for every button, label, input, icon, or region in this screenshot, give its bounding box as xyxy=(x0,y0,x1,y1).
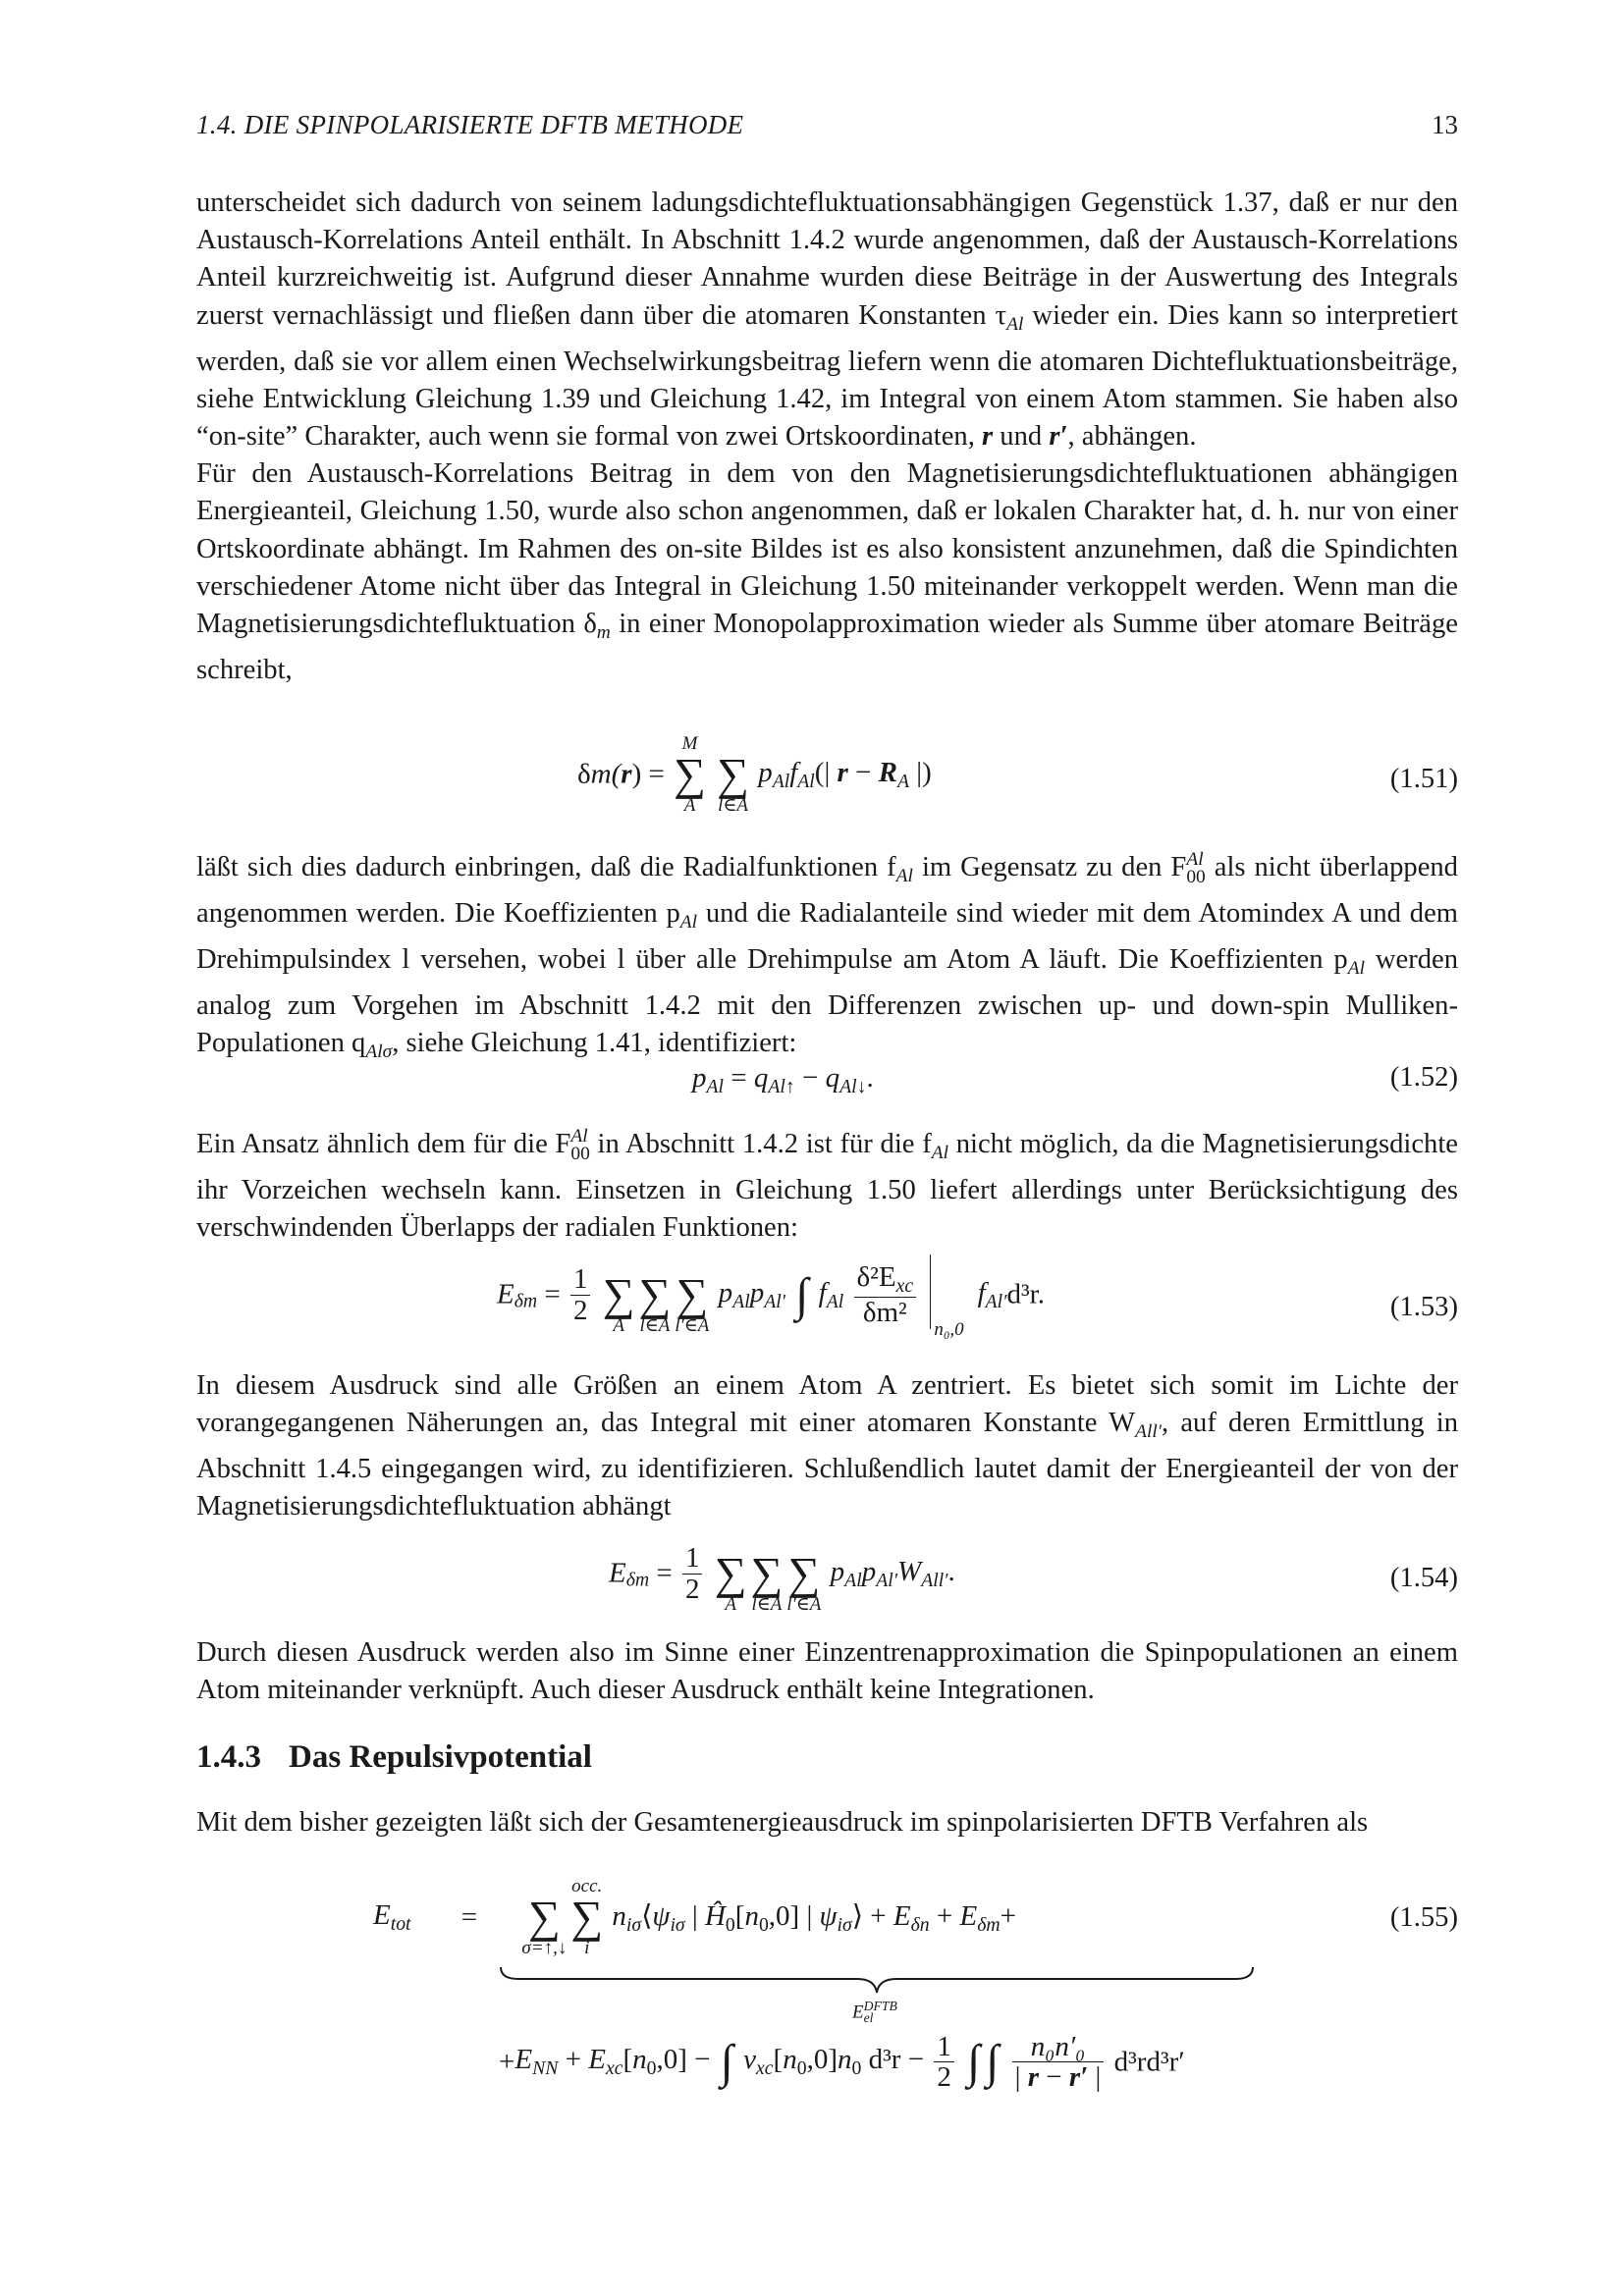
paragraph-4: Ein Ansatz ähnlich dem für die F Al 00 in Abschnitt 1.4.2 ist für die $f_{Al}$ nicht möglich, da die Magnetisierungsdichte ihr Vorzeichen wechseln kann. Einsetzen in Gleichung 1.50 liefert allerdings unter Berücksichtigung des verschwindenden Überlapps der radialen Funktionen: xyxy=(196,1126,1458,1244)
evaluation-bar: n₀,0 xyxy=(926,1255,931,1335)
running-title: 1.4. DIE SPINPOLARISIERTE DFTB METHODE xyxy=(196,110,744,139)
equation-number: (1.55) xyxy=(1389,1902,1458,1933)
equation-number: (1.53) xyxy=(1389,1292,1458,1322)
equation-1-52: $p_{Al} = q_{Al↑} - q_{Al↓}$. (1.52) xyxy=(692,1062,1458,1097)
equation-1-51: δm(r) = M ∑ A ∑ l∈A $p_{Al}f_{Al}(|$ $r - R_A$ |) (1.51) xyxy=(577,733,1458,816)
page-header xyxy=(196,110,1458,149)
paragraph-6: Durch diesen Ausdruck werden also im Sinne einer Einzentrenapproximation die Spinpopulationen an einem Atom miteinander verknüpft. Auch dieser Ausdruck enthält keine Integrationen. xyxy=(196,1637,1458,1706)
paragraph-1: unterscheidet sich dadurch von seinem ladungsdichtefluktuationsabhängigen Gegenstück 1.37, daß er nur den Austausch-Korrelations Anteil enthält. In Abschnitt 1.4.2 wurde angenommen, daß der Austausch-Korrelations Anteil kurzreichweitig ist. Aufgrund dieser Annahme wurden diese Beiträge in der Auswertung des Integrals zuerst vernachlässigt und fließen dann über die atomaren Konstanten $\tau_{Al}$ wieder ein. Dies kann so interpretiert werden, daß sie vor allem einen Wechselwirkungsbeitrag liefern wenn die atomaren Dichtefluktuationsbeiträge, siehe Entwicklung Gleichung 1.39 und Gleichung 1.42, im Integral von einem Atom stammen. Sie haben also “on-site” Charakter, auch wenn sie formal von zwei Ortskoordinaten, r und r′, abhängen. Für den Austausch-Korrelations Beitrag in dem von den Magnetisierungsdichtefluktuationen abhängigen Energieanteil, Gleichung 1.50, wurde also schon angenommen, daß er lokalen Charakter hat, d. h. nur von einer Ortskoordinate abhängt. Im Rahmen des on-site Bildes ist es also konsistent anzunehmen, daß die Spindichten verschiedener Atome nicht über das Integral in Gleichung 1.50 miteinander verkoppelt werden. Wenn man die Magnetisierungsdichtefluktuation $\delta_m$ in einer Monopolapproximation wieder als Summe über atomare Beiträge schreibt, xyxy=(196,187,1458,686)
paragraph-7: Mit dem bisher gezeigten läßt sich der Gesamtenergieausdruck im spinpolarisierten DFTB Verfahren als xyxy=(196,1807,1369,1838)
page-number: 13 xyxy=(1432,110,1458,139)
equation-1-55: $E_{tot}$ = ∑ σ=↑,↓ occ. ∑ i $n_{i\sigma}⟨\psi_{i\sigma}$ | $Ĥ_0[n_0,0]$ | $\psi_{i\sigma}⟩ + E_{\delta n} + E_{\delta m}+$ (1.55) E DFTB el $+E_{NN} + E_{xc}[n_0,0]$ − ∫ $v_{xc}[n_0,0]n_0$ d³r − $\frac{1}{2}$ ∫ ∫ $\frac{\text{n₀n′₀}}{| r - r' |}$ d³rd³r′ xyxy=(373,1876,1458,2094)
sum-over-A: M ∑ A xyxy=(674,733,706,816)
sum-over-l: ∑ l∈A xyxy=(717,749,749,816)
paragraph-3: läßt sich dies dadurch einbringen, daß die Radialfunktionen $f_{Al}$ im Gegensatz zu den F Al 00 als nicht überlappend angenommen werden. Die Koeffizienten $p_{Al}$ und die Radialanteile sind wieder mit dem Atomindex A und dem Drehimpulsindex l versehen, wobei l über alle Drehimpulse am Atom A läuft. Die Koeffizienten $p_{Al}$ werden analog zum Vorgehen im Abschnitt 1.4.2 mit den Differenzen zwischen up- und down-spin Mulliken-Populationen $q_{Al\sigma}$, siehe Gleichung 1.41, identifiziert: xyxy=(196,849,1459,1063)
equation-number: (1.52) xyxy=(1389,1062,1458,1093)
equation-number: (1.54) xyxy=(1389,1563,1458,1593)
fraction-one-half: $\frac{1}{2}$ xyxy=(570,1264,591,1325)
equation-1-53: $E_{\delta m}$ = $\frac{1}{2}$ ∑ A ∑ l∈A ∑ l′∈A $p_{Al}p_{Al'}$ ∫ $f_{Al}$ $\frac{\delta^2E_{xc}}{\text{δm²}}$ n₀,0 $f_{Al'}d^3r$. (1.53) xyxy=(196,1255,1458,1362)
coulomb-fraction: $\frac{\text{n₀n′₀}}{| r - r' |}$ xyxy=(1012,2032,1105,2093)
underbrace xyxy=(499,1965,1255,1995)
paragraph-2: Für den Austausch-Korrelations Beitrag in dem von den Magnetisierungsdichtefluktuationen abhängigen Energieanteil, Gleichung 1.50, wurde also schon angenommen, daß er lokalen Charakter hat, d. h. nur von einer Ortskoordinate abhängt. Im Rahmen des on-site Bildes ist es also konsistent anzunehmen, daß die Spindichten verschiedener Atome nicht über das Integral in Gleichung 1.50 miteinander verkoppelt werden. Wenn man die Magnetisierungsdichtefluktuation $\delta_m$ in einer Monopolapproximation wieder als Summe über atomare Beiträge schreibt, xyxy=(196,458,1458,686)
second-derivative-fraction: $\frac{\delta^2E_{xc}}{\text{δm²}}$ xyxy=(854,1262,917,1327)
paragraph-5: In diesem Ausdruck sind alle Größen an einem Atom A zentriert. Es bietet sich somit im Lichte der vorangegangenen Näherungen an, das Integral mit einer atomaren Konstante $W_{All'}$, auf deren Ermittlung in Abschnitt 1.4.5 eingegangen wird, zu identifizieren. Schlußendlich lautet damit der Energieanteil der von der Magnetisierungsdichtefluktuation abhängt xyxy=(196,1370,1459,1522)
integral-sign: ∫ xyxy=(795,1268,809,1321)
underbrace-label: E DFTB el xyxy=(852,1999,897,2026)
equation-number: (1.51) xyxy=(1389,764,1458,794)
section-heading: 1.4.3 Das Repulsivpotential xyxy=(196,1739,592,1775)
equation-1-54: $E_{\delta m}$ = $\frac{1}{2}$ ∑ A ∑ l∈A ∑ l′∈A $p_{Al}p_{Al'}W_{All'}$. (1.54) xyxy=(609,1542,1458,1615)
